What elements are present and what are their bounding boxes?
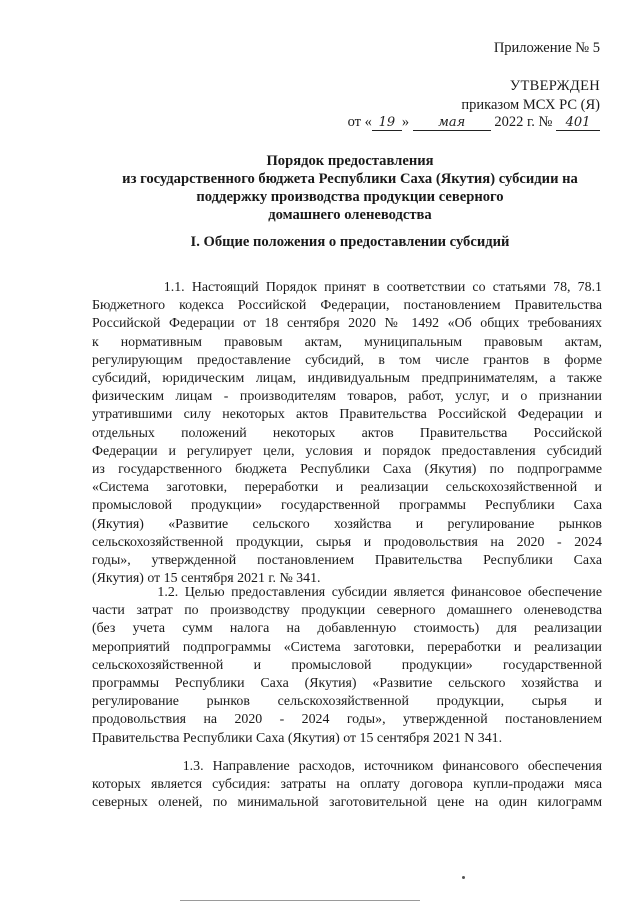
paragraph-line: утратившими силу некоторых актов Правительства Российской Федерации и — [92, 407, 602, 423]
paragraph-line: промысловой продукции» государственной программы Республики Саха — [92, 498, 602, 514]
paragraph-line: продовольствия на 2020 - 2024 годы», утвержденной постановлением — [92, 712, 602, 728]
paragraph-line: регулирующим предоставление субсидий, в том числе грантов в форме — [92, 352, 602, 368]
paragraph-1-3 — [92, 758, 602, 813]
handwritten-order-number: 401 — [556, 116, 600, 131]
approved-label: УТВЕРЖДЕН — [509, 78, 600, 94]
title-line: Порядок предоставления — [266, 153, 434, 169]
paragraph-line: (без учета сумм налога на добавленную стоимость) для реализации — [92, 621, 602, 637]
paragraph-line: сельскохозяйственной и промысловой продукции» государственной — [92, 657, 602, 673]
paragraph-line: которых является субсидия: затраты на оплату договора купли-продажи мяса — [92, 777, 602, 793]
paragraph-1-2 — [92, 584, 602, 748]
order-label: приказом МСХ РС (Я) — [461, 97, 600, 113]
paragraph-line: Бюджетного кодекса Российской Федерации, постановлением Правительства — [92, 298, 602, 314]
paragraph-line: (Якутия) «Развитие сельского хозяйства и регулирование рынков — [92, 516, 602, 532]
date-mid: » — [401, 114, 410, 130]
paragraph-line: Российской Федерации от 18 сентября 2020 № 1492 «Об общих требованиях — [92, 316, 602, 332]
scan-edge-line — [180, 900, 420, 901]
paragraph-line: 1.3. Направление расходов, источником финансового обеспечения — [92, 759, 602, 774]
paragraph-line: программы Республики Саха (Якутия) «Развитие сельского хозяйства и — [92, 676, 602, 692]
paragraph-line: 1.1. Настоящий Порядок принят в соответствии со статьями 78, 78.1 — [92, 280, 602, 295]
paragraph-line: Правительства Республики Саха (Якутия) от 15 сентября 2021 N 341. — [92, 730, 503, 746]
paragraph-line: мероприятий подпрограммы «Система заготовки, переработки и реализации — [92, 639, 602, 655]
document-title — [90, 152, 610, 224]
paragraph-line: физическим лицам - производителям товаров, работ, услуг, и о признании — [92, 389, 602, 405]
title-line: домашнего оленеводства — [268, 207, 432, 223]
paragraph-line: из государственного бюджета Республики Саха (Якутия) по подпрограмме — [92, 462, 602, 478]
paragraph-line: Федерации и регулирует цели, условия и порядок предоставления субсидий — [92, 443, 602, 459]
paragraph-line: северных оленей, по минимальной заготовительной цене на один килограмм — [92, 795, 602, 811]
paragraph-line: субсидий, юридическим лицам, индивидуальным предпринимателям, а также — [92, 371, 602, 387]
scan-speck — [462, 876, 465, 879]
handwritten-month: мая — [413, 116, 491, 131]
section-heading: I. Общие положения о предоставлении субсидий — [190, 234, 510, 250]
handwritten-day: 19 — [372, 116, 402, 131]
date-prefix: от « — [347, 114, 372, 130]
paragraph-line: части затрат по производству продукции северного домашнего оленеводства — [92, 603, 602, 619]
title-line: поддержку производства продукции северного — [196, 189, 504, 205]
title-line: из государственного бюджета Республики Саха (Якутия) субсидии на — [122, 171, 578, 187]
date-year: 2022 г. № — [494, 114, 553, 130]
paragraph-line: регулирование рынков сельскохозяйственной продукции, сырья и — [92, 694, 602, 710]
paragraph-1-1 — [92, 279, 602, 588]
order-date-line — [348, 114, 600, 131]
paragraph-line: «Система заготовки, переработки и реализации сельскохозяйственной и — [92, 480, 602, 496]
appendix-label: Приложение № 5 — [493, 40, 600, 56]
paragraph-line: сельскохозяйственной продукции, сырья и продовольствия на 2020 - 2024 — [92, 534, 602, 550]
paragraph-line: к нормативным правовым актам, муниципальным правовым актам, — [92, 334, 602, 350]
paragraph-line: (Якутия) от 15 сентября 2021 г. № 341. — [92, 571, 321, 587]
paragraph-line: 1.2. Целью предоставления субсидии является финансовое обеспечение — [92, 585, 602, 600]
paragraph-line: отдельных положений некоторых актов Правительства Российской — [92, 425, 602, 441]
paragraph-line: годы», утвержденной постановлением Правительства Республики Саха — [92, 553, 602, 569]
